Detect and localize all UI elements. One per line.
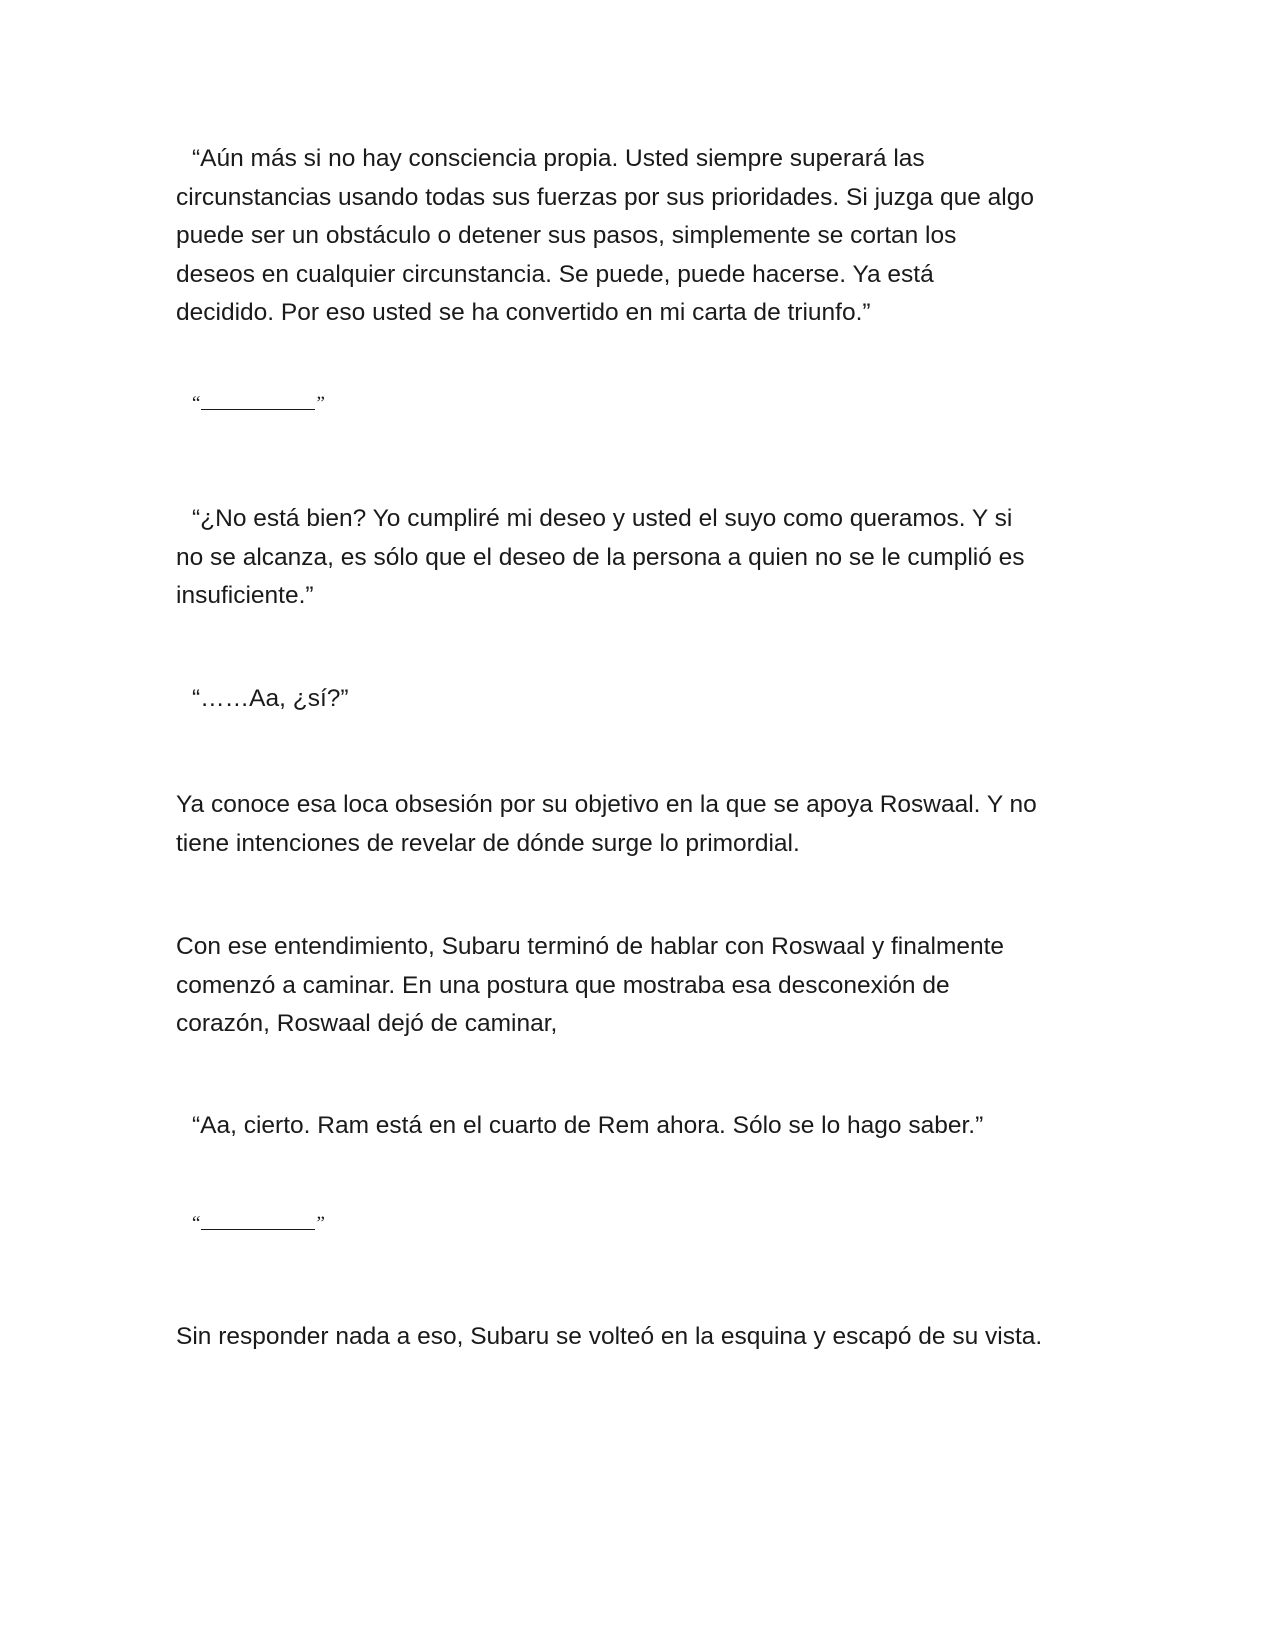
- text-line: tiene intenciones de revelar de dónde surge lo primordial.: [176, 829, 800, 857]
- text-line: Ya conoce esa loca obsesión por su objetivo en la que se apoya Roswaal. Y no: [176, 791, 1037, 818]
- open-quote: “: [192, 1213, 201, 1234]
- blank-dialogue-paragraph: [176, 1205, 1122, 1245]
- close-quote: ”: [316, 393, 325, 414]
- text-line: “……Aa, ¿sí?”: [192, 685, 349, 712]
- dialogue-paragraph: [176, 680, 1106, 719]
- blank-line: [201, 407, 315, 410]
- blank-line: [201, 1227, 315, 1230]
- narration-paragraph: [176, 1318, 1106, 1357]
- blank-dialogue-paragraph: [176, 385, 1122, 425]
- text-line: circunstancias usando todas sus fuerzas por sus prioridades. Si juzga que algo: [176, 183, 1034, 211]
- text-line: no se alcanza, es sólo que el deseo de la persona a quien no se le cumplió es: [176, 543, 1025, 571]
- dialogue-paragraph: [176, 500, 1106, 616]
- open-quote: “: [192, 393, 201, 414]
- text-line: deseos en cualquier circunstancia. Se puede, puede hacerse. Ya está: [176, 260, 934, 288]
- text-line: “Aún más si no hay consciencia propia. Usted siempre superará las: [192, 145, 925, 172]
- dialogue-paragraph: [176, 1107, 1106, 1146]
- text-line: comenzó a caminar. En una postura que mostraba esa desconexión de: [176, 971, 950, 999]
- text-line: puede ser un obstáculo o detener sus pasos, simplemente se cortan los: [176, 222, 957, 249]
- narration-paragraph: [176, 928, 1106, 1044]
- text-line: decidido. Por eso usted se ha convertido en mi carta de triunfo.”: [176, 299, 871, 326]
- text-line: “¿No está bien? Yo cumpliré mi deseo y usted el suyo como queramos. Y si: [192, 505, 1013, 532]
- narration-paragraph: [176, 786, 1106, 863]
- dialogue-paragraph: [176, 140, 1106, 333]
- text-line: corazón, Roswaal dejó de caminar,: [176, 1010, 558, 1037]
- text-line: Con ese entendimiento, Subaru terminó de hablar con Roswaal y finalmente: [176, 933, 1005, 960]
- text-line: Sin responder nada a eso, Subaru se volteó en la esquina y escapó de su vista.: [176, 1323, 1043, 1350]
- close-quote: ”: [316, 1213, 325, 1234]
- text-line: insuficiente.”: [176, 582, 314, 609]
- text-line: “Aa, cierto. Ram está en el cuarto de Rem ahora. Sólo se lo hago saber.”: [192, 1112, 984, 1139]
